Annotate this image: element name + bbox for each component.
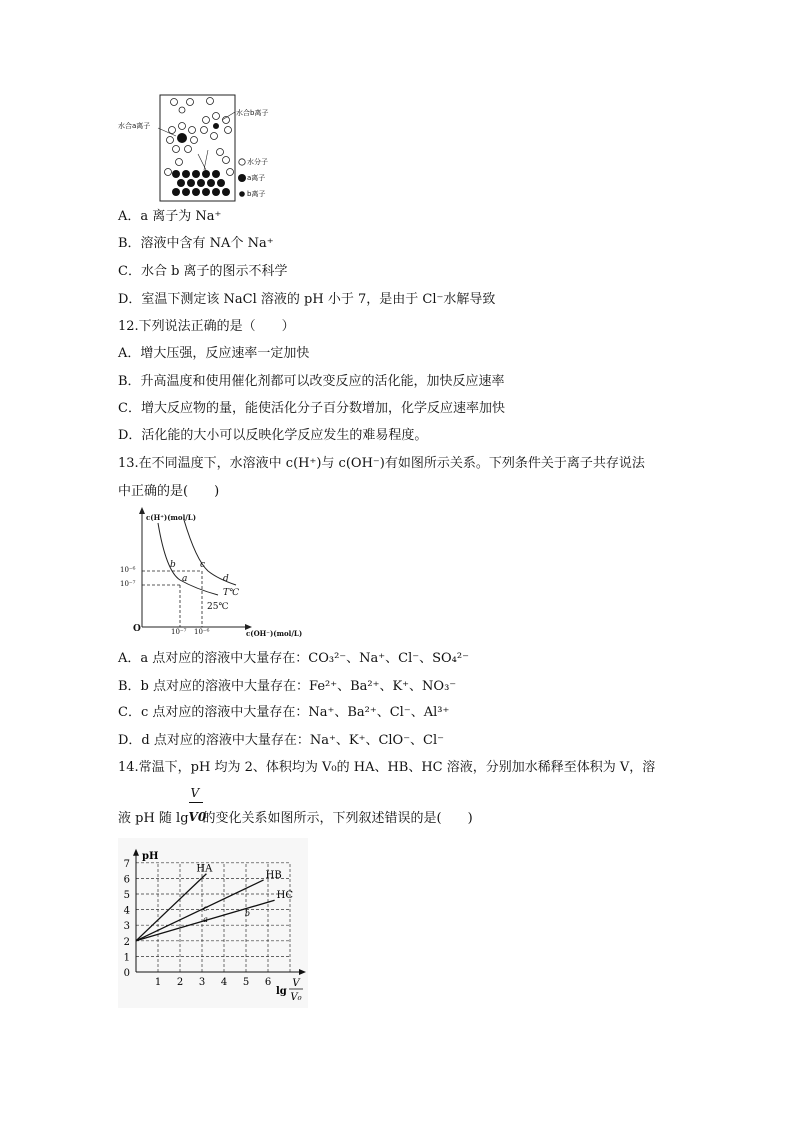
q11-option-b: B．溶液中含有 NA个 Na⁺ [118, 236, 274, 251]
label-hydrated-b: 水合b离子 [236, 109, 269, 117]
annotation-c: c [203, 904, 208, 914]
q12-option-a: A．增大压强，反应速率一定加快 [118, 346, 310, 361]
series-label-hc: HC [276, 890, 293, 902]
q13-option-a: A．a 点对应的溶液中大量存在：CO₃²⁻、Na⁺、Cl⁻、SO₄²⁻ [118, 651, 469, 666]
legend-a-ion: a离子 [247, 174, 266, 182]
q13-option-c: C．c 点对应的溶液中大量存在：Na⁺、Ba²⁺、Cl⁻、Al³⁺ [118, 705, 450, 720]
annotation-a: a [203, 915, 208, 925]
legend-water: 水分子 [247, 158, 268, 166]
q13-option-d: D．d 点对应的溶液中大量存在：Na⁺、K⁺、ClO⁻、Cl⁻ [118, 733, 445, 748]
x-tick-label: 4 [220, 977, 228, 988]
label-hydrated-a: 水合a离子 [118, 122, 151, 130]
q14-fraction [188, 786, 207, 828]
q14-chart [118, 838, 308, 1008]
q13-curve-25: 25℃ [207, 602, 229, 612]
y-tick-label: 7 [123, 858, 130, 870]
q13-xtick-2: 10⁻⁶ [194, 628, 210, 636]
q14-frac-num: V [190, 786, 200, 800]
q13-ylabel: c(H⁺)(mol/L) [146, 513, 197, 522]
series-label-hb: HB [265, 869, 282, 881]
x-tick-label: 1 [154, 977, 162, 988]
y-tick-label: 1 [123, 952, 130, 964]
q12-option-d: D．活化能的大小可以反映化学反应发生的难易程度。 [118, 428, 428, 443]
q13-stem-line1: 13.在不同温度下，水溶液中 c(H⁺)与 c(OH⁻)有如图所示关系。下列条件关于离子共存说法 [118, 456, 645, 471]
legend-b-ion: b离子 [247, 190, 266, 198]
x-axis-label-num: V [292, 978, 300, 989]
q13-point-d: d [223, 574, 229, 584]
q12-option-c: C．增大反应物的量，能使活化分子百分数增加，化学反应速率加快 [118, 401, 505, 416]
y-tick-label: 5 [123, 890, 130, 901]
q13-xlabel: c(OH⁻)(mol/L) [246, 629, 303, 638]
q13-xtick-1: 10⁻⁷ [171, 628, 187, 636]
q12-option-b: B．升高温度和使用催化剂都可以改变反应的活化能，加快反应速率 [118, 374, 505, 389]
q14-stem-pre: 液 pH 随 lg [118, 811, 189, 826]
q14-stem-line1: 14.常温下，pH 均为 2、体积均为 V₀的 HA、HB、HC 溶液，分别加水稀释至体积为 V，溶 [118, 760, 656, 775]
q14-frac-den: V0 [188, 810, 207, 824]
y-tick-label: 2 [123, 936, 130, 948]
y-tick-label: 0 [123, 968, 130, 979]
q13-stem-line2: 中正确的是( ) [118, 484, 220, 499]
q14-stem-post: 的变化关系如图所示，下列叙述错误的是( ) [202, 811, 473, 826]
x-tick-label: 6 [264, 977, 272, 988]
x-axis-label-lg: lg [276, 986, 287, 997]
q12-stem: 12.下列说法正确的是（ ） [118, 319, 295, 334]
y-tick-label: 4 [123, 905, 130, 917]
q13-option-b: B．b 点对应的溶液中大量存在：Fe²⁺、Ba²⁺、K⁺、NO₃⁻ [118, 679, 457, 694]
q13-curve-t: T℃ [223, 588, 240, 598]
q13-origin: O [133, 624, 141, 634]
x-tick-label: 3 [198, 977, 206, 988]
q14-stem-line2 [118, 786, 473, 828]
x-tick-label: 5 [242, 977, 250, 988]
q14-frac-bar [189, 802, 203, 803]
y-tick-label: 6 [123, 874, 130, 886]
q11-option-a: A．a 离子为 Na⁺ [118, 209, 222, 224]
q13-point-a: a [182, 574, 188, 584]
y-tick-label: 3 [123, 921, 130, 933]
q13-point-c: c [200, 560, 206, 570]
y-axis-label: pH [142, 850, 159, 862]
chart-background [118, 838, 308, 1008]
x-axis-label-den: V₀ [290, 992, 302, 1003]
q13-point-b: b [170, 560, 176, 570]
q13-ytick-2: 10⁻⁷ [120, 580, 136, 588]
q13-graph [118, 505, 318, 645]
q13-ytick-1: 10⁻⁶ [120, 566, 136, 574]
series-label-ha: HA [196, 863, 213, 875]
q11-option-c: C．水合 b 离子的图示不科学 [118, 264, 288, 279]
annotation-b: b [244, 908, 251, 918]
q11-option-d: D．室温下测定该 NaCl 溶液的 pH 小于 7，是由于 Cl⁻水解导致 [118, 292, 496, 307]
x-tick-label: 2 [176, 977, 184, 988]
